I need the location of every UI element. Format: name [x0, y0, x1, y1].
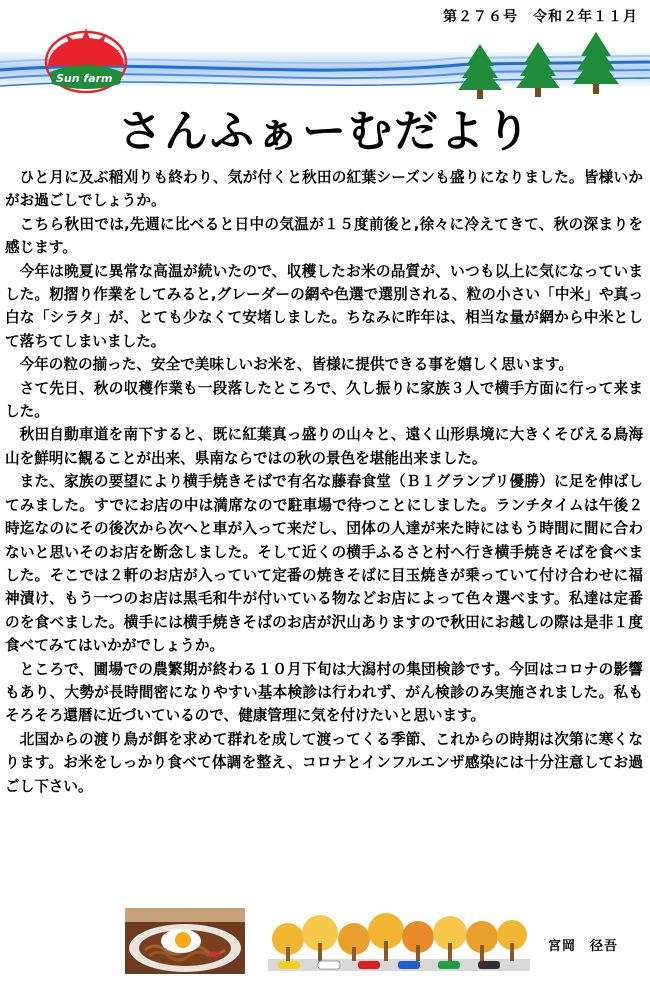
paragraph: ところで、圃場での農繁期が終わる１０月下旬は大潟村の集団検診です。今回はコロナの影響もあり、大勢が長時間密になりやすい基本検診は行われず、がん検診のみ実施されました。私もそろそろ還暦に近づいているので、健康管理に気を付けたいと思います。	[5, 660, 643, 725]
paragraph: 秋田自動車道を南下すると、既に紅葉真っ盛りの山々と、遠く山形県境に大きくそびえる鳥海山を鮮明に観ることが出来、県南ならではの秋の景色を堪能出来ました。	[5, 426, 643, 467]
autumn-road-illustration	[268, 913, 530, 975]
article-body	[5, 166, 643, 798]
issue-number: 第２７６号 令和２年１１月	[443, 9, 638, 25]
logo-text: Sun farm	[56, 72, 113, 85]
autumn-tree-icons	[272, 913, 527, 961]
paragraph: ひと月に及ぶ稲刈りも終わり、気が付くと秋田の紅葉シーズンも盛りになりました。皆様いかがお過ごしでしょうか。	[5, 169, 643, 210]
yakisoba-photo	[125, 908, 245, 974]
header-banner	[0, 22, 650, 102]
newsletter-title: さんふぁーむだより	[118, 106, 532, 157]
author-name: 宮岡 径吾	[548, 939, 619, 954]
sun-farm-logo	[46, 28, 126, 92]
paragraph: また、家族の要望により横手焼きそばで有名な藤春食堂（Ｂ１グランプリ優勝）に足を伸ばしてみました。すでにお店の中は満席なので駐車場で待つことにしました。ランチタイムは午後２時迄なのにその後次から次へと車が入って来だし、団体の人達が来た時にはもう時間に間に合わないと思いそのお店を断念しました。そして近くの横手ふるさと村へ行き横手焼きそばを食べました。そこでは２軒のお店が入っていて定番の焼きそばに目玉焼きが乗っていて付け合わせに福神漬け、もう一つのお店は黒毛和牛が付いている物などお店によって色々選べます。私達は定番のを食べました。横手には横手焼きそばのお店が沢山ありますので秋田にお越しの際は是非１度食べてみてはいかがでしょうか。	[5, 473, 643, 655]
paragraph: 今年の粒の揃った、安全で美味しいお米を、皆様に提供できる事を嬉しく思います。	[19, 356, 573, 374]
paragraph: こちら秋田では,先週に比べると日中の気温が１５度前後と,徐々に冷えてきて、秋の深まりを感じます。	[5, 215, 643, 257]
paragraph: 今年は晩夏に異常な高温が続いたので、収穫したお米の品質が、いつも以上に気になっていました。籾摺り作業をしてみると,グレーダーの網や色選で選別される、粒の小さい「中米」や真っ白な「シラタ」が、とても少なくて安堵しました。ちなみに昨年は、相当な量が網から中米として落ちてしまいました。	[5, 262, 643, 350]
paragraph: さて先日、秋の収穫作業も一段落したところで、久し振りに家族３人で横手方面に行って来ました。	[5, 379, 643, 421]
paragraph: 北国からの渡り鳥が餌を求めて群れを成して渡ってくる季節、これからの時期は次第に寒くなります。お米をしっかり食べて体調を整え、コロナとインフルエンザ感染には十分注意してお過ごし下さい。	[5, 730, 643, 795]
footer	[0, 908, 650, 986]
